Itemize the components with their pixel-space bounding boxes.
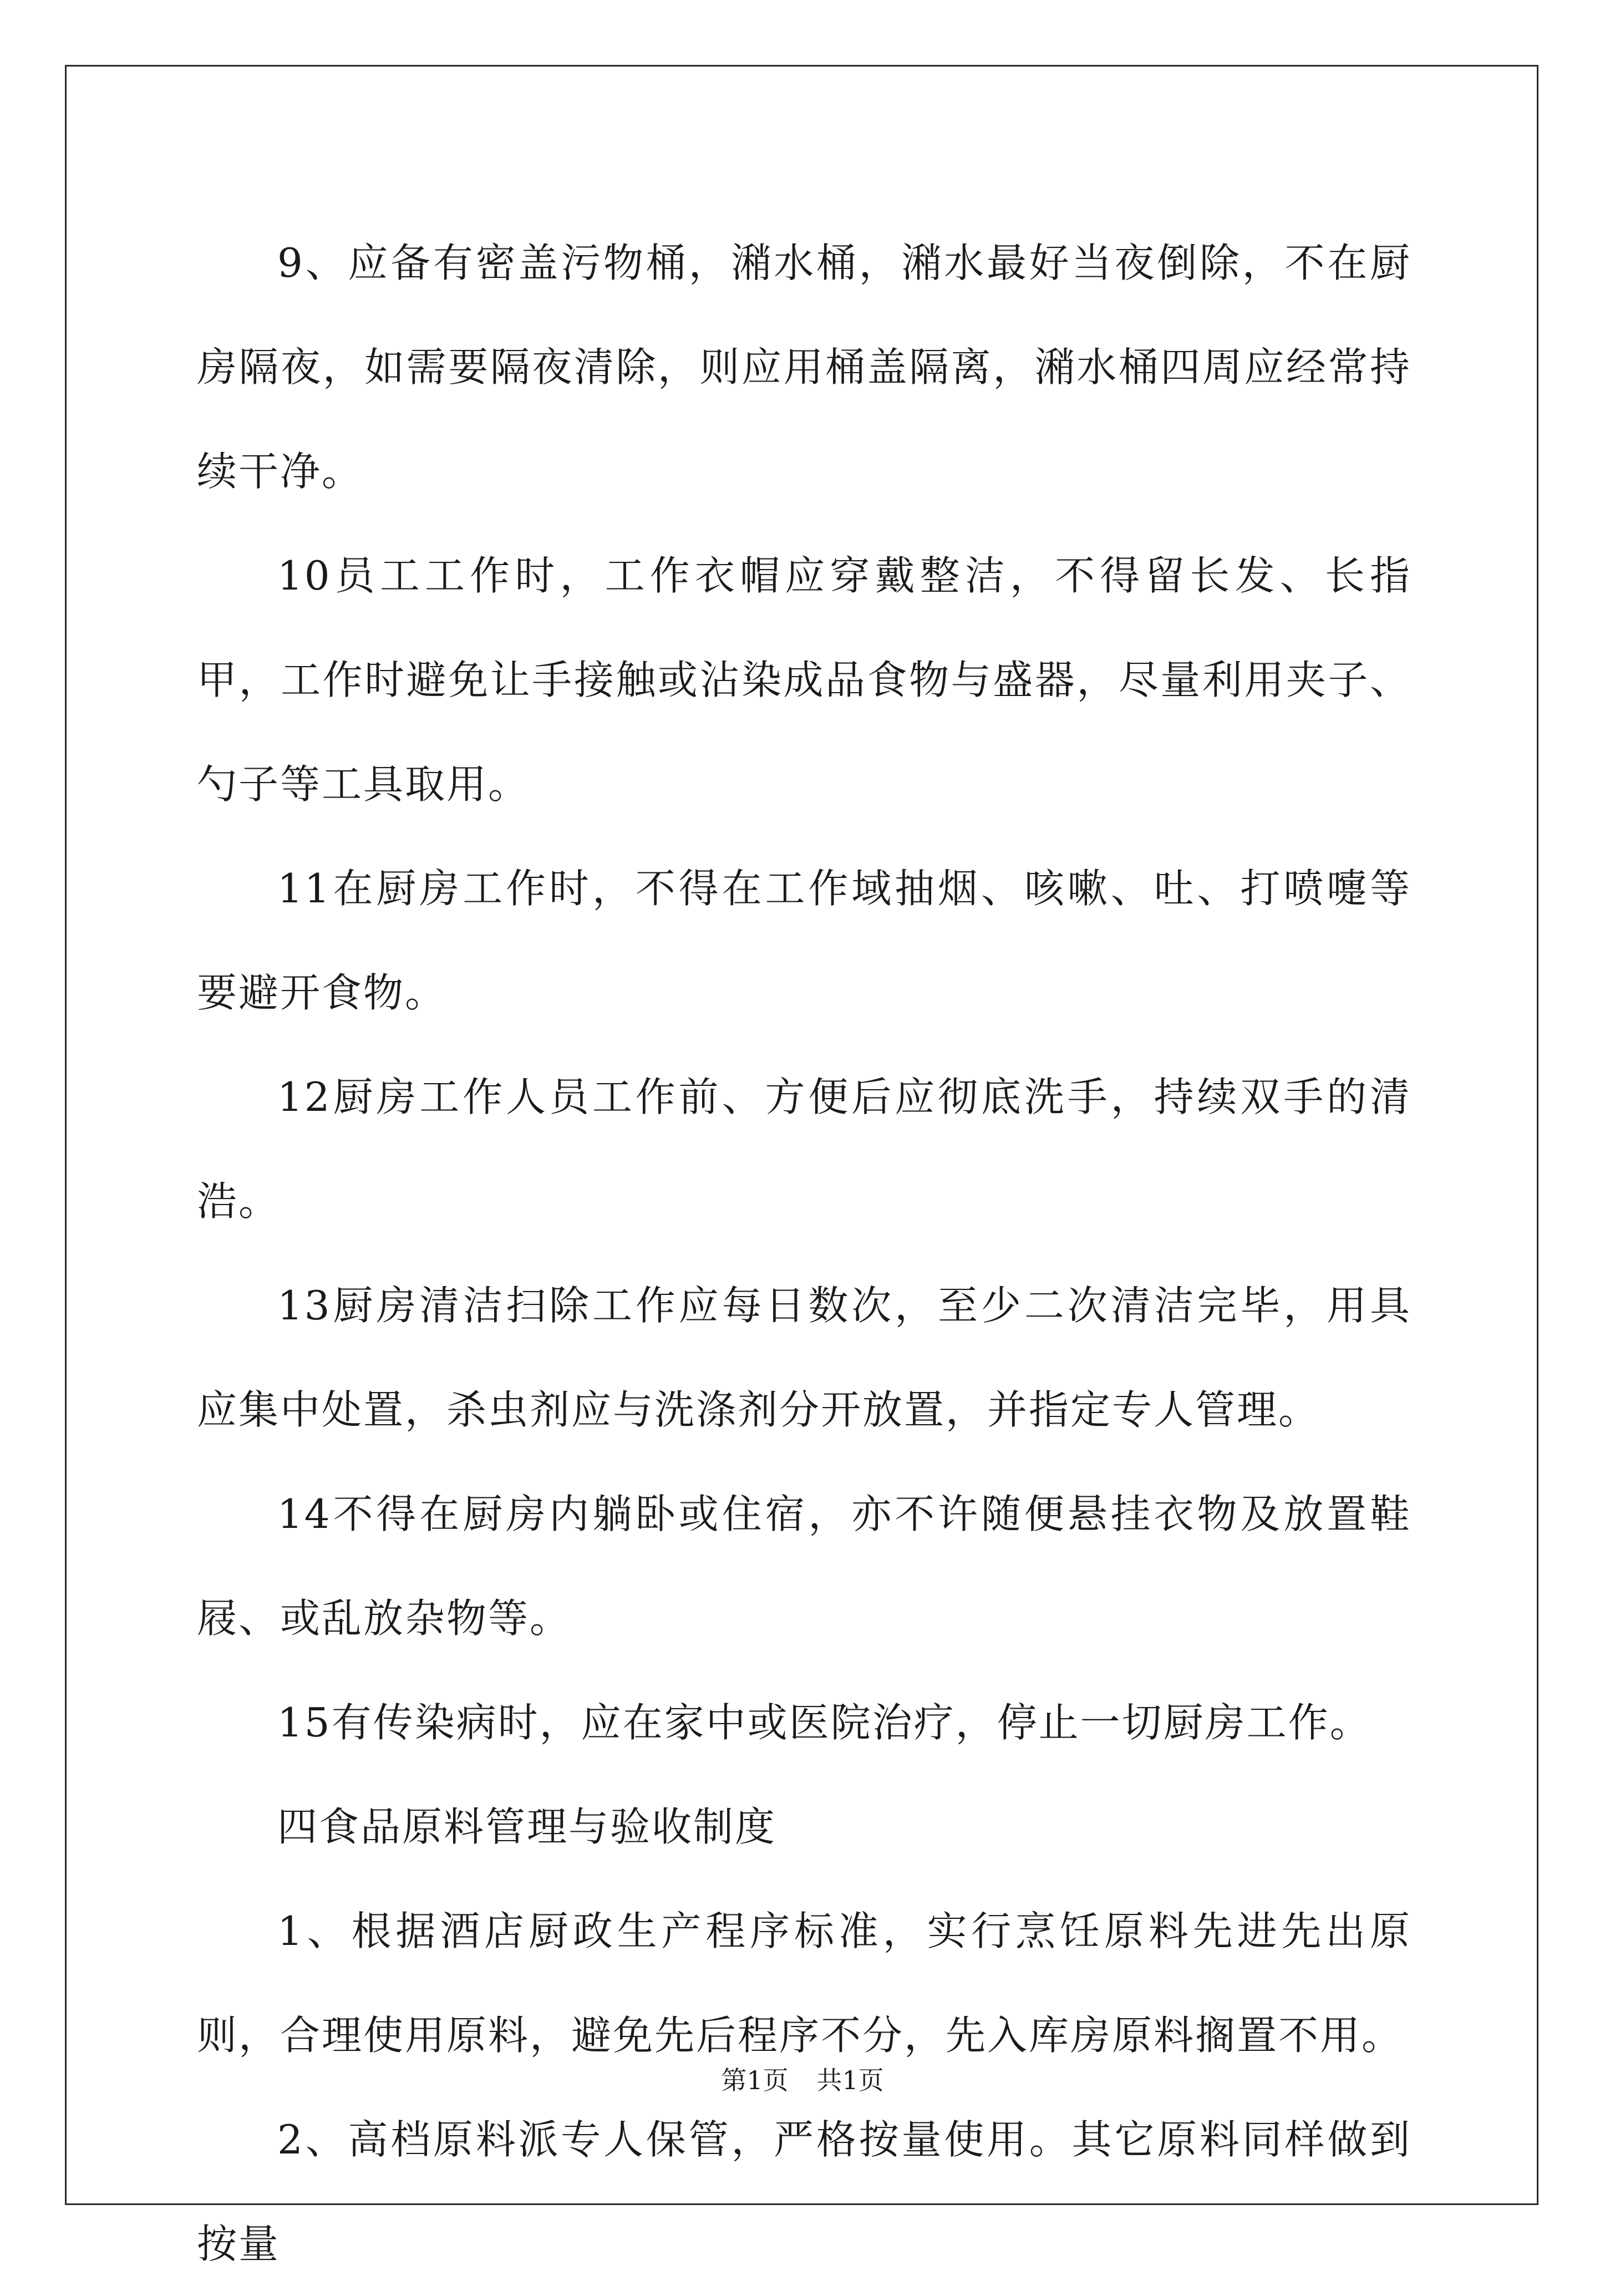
section-heading: 四食品原料管理与验收制度 (277, 1804, 777, 1850)
page-total: 共1页 (816, 2065, 884, 2095)
page-number: 第1页 (721, 2065, 789, 2095)
paragraph: 1、根据酒店厨政生产程序标准，实行烹饪原料先进先出原则，合理使用原料，避免先后程序不分，先入库房原料搁置不用。 (197, 1908, 1411, 2059)
paragraph: 11在厨房工作时，不得在工作域抽烟、咳嗽、吐、打喷嚏等要避开食物。 (197, 865, 1411, 1016)
paragraph: 2、高档原料派专人保管，严格按量使用。其它原料同样做到按量 (197, 2116, 1411, 2267)
paragraph: 12厨房工作人员工作前、方便后应彻底洗手，持续双手的清浩。 (197, 1074, 1411, 1225)
page-footer (0, 2060, 1605, 2097)
paragraph: 14不得在厨房内躺卧或住宿，亦不许随便悬挂衣物及放置鞋屐、或乱放杂物等。 (197, 1491, 1411, 1642)
document-body (197, 211, 1411, 2296)
paragraph: 13厨房清洁扫除工作应每日数次，至少二次清洁完毕，用具应集中处置，杀虫剂应与洗涤剂分开放置，并指定专人管理。 (197, 1282, 1411, 1433)
paragraph: 15有传染病时，应在家中或医院治疗，停止一切厨房工作。 (277, 1699, 1372, 1746)
paragraph: 10员工工作时，工作衣帽应穿戴整洁，不得留长发、长指甲，工作时避免让手接触或沾染成品食物与盛器，尽量利用夹子、勺子等工具取用。 (197, 552, 1411, 807)
paragraph: 9、应备有密盖污物桶，潲水桶，潲水最好当夜倒除，不在厨房隔夜，如需要隔夜清除，则应用桶盖隔离，潲水桶四周应经常持续干净。 (197, 240, 1411, 495)
